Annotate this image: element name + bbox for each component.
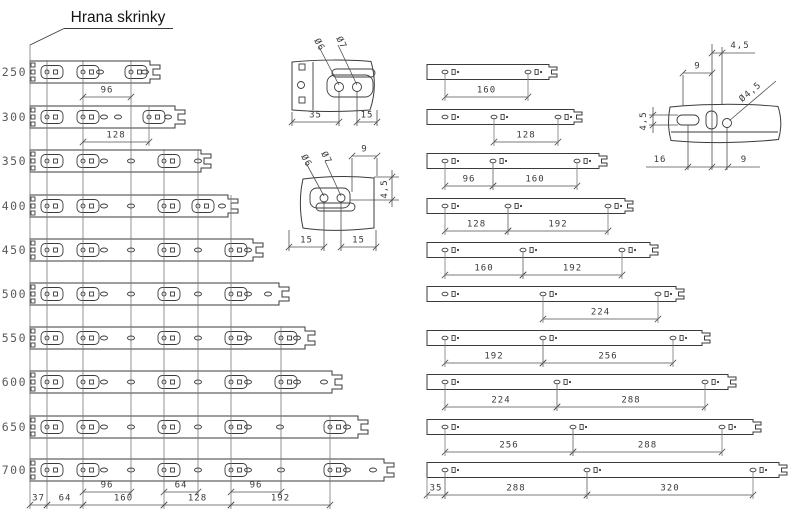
dimension-label: 4,5 [730, 41, 750, 51]
rail-outline [30, 61, 160, 83]
rail-outline [30, 195, 238, 217]
pilot-hole [506, 116, 508, 118]
length-label: 500 [1, 287, 27, 301]
rail-outline [427, 463, 787, 478]
drawer-rail [427, 65, 557, 80]
pilot-hole [457, 249, 459, 251]
hole-diameter-label: Ø7 [318, 150, 334, 167]
length-label: 350 [1, 154, 27, 168]
length-label: 550 [1, 331, 27, 345]
dimension-label: 128 [187, 493, 208, 504]
drawer-rail [427, 331, 710, 346]
dimension-label: 192 [562, 263, 583, 274]
dimension-label: 256 [499, 440, 519, 451]
rail-outline [30, 239, 263, 261]
dimension-label: 256 [598, 351, 618, 362]
drawer-rail [427, 154, 607, 169]
drawer-rail [427, 243, 658, 258]
cabinet-rail-450 [30, 239, 263, 261]
dimension-label: 37 [32, 493, 45, 504]
cabinet-rail-300 [30, 106, 185, 128]
rail-outline [427, 243, 658, 258]
dimension-label: 35 [309, 110, 322, 121]
dimension-label: 64 [58, 493, 72, 504]
dimension-label: 160 [113, 493, 134, 504]
drawer-rail [427, 110, 582, 125]
dimension-label: 15 [360, 110, 374, 121]
title-leader-line [30, 29, 64, 46]
dimension-label: 128 [106, 130, 126, 141]
drawing-title: Hrana skrinky [70, 9, 166, 26]
dimension-label: 16 [653, 155, 667, 165]
pilot-hole [457, 426, 459, 428]
title-block [30, 9, 173, 45]
rail-outline [30, 283, 289, 305]
cabinet-rail-250 [30, 61, 160, 83]
length-label: 700 [1, 463, 27, 477]
rail-outline [427, 331, 710, 346]
cabinet-rail-550 [30, 327, 315, 349]
pilot-hole [457, 337, 459, 339]
pilot-hole [620, 205, 622, 207]
dimension-label: 9 [694, 61, 701, 72]
dimension-label: 160 [525, 174, 545, 185]
dimension-label: 96 [100, 85, 114, 96]
dimension-label: 160 [474, 263, 494, 274]
dimension-label: 192 [484, 351, 504, 362]
drawer-rail [427, 287, 684, 302]
dimension-label: 224 [590, 307, 611, 318]
pilot-hole [520, 205, 522, 207]
pilot-hole [457, 381, 459, 383]
drawer-rail [427, 463, 787, 478]
dimension-label: 4,5 [380, 179, 390, 199]
dimension-label: 128 [466, 219, 487, 230]
pilot-hole [555, 293, 557, 295]
pilot-hole [505, 160, 507, 162]
length-labels-group [2, 65, 27, 477]
pilot-hole [585, 426, 587, 428]
detail-view-front-end [289, 35, 380, 126]
dimension-label: 15 [300, 235, 313, 246]
pilot-hole [670, 293, 672, 295]
pilot-hole [734, 426, 736, 428]
hole-diameter-label: Ø7 [333, 35, 349, 52]
pilot-hole [457, 71, 459, 73]
dimension-label: 4,5 [639, 111, 649, 131]
rail-outline [30, 327, 315, 349]
dimension-label: 128 [516, 130, 536, 141]
dimension-label: 35 [429, 483, 443, 494]
detail-view-rear-end [286, 145, 399, 252]
rail-outline [427, 65, 557, 80]
dimension-label: 288 [621, 395, 641, 406]
pilot-hole [717, 381, 719, 383]
cabinet-rail-600 [30, 371, 342, 393]
cabinet-rail-650 [30, 416, 368, 438]
length-label: 250 [1, 65, 27, 79]
pilot-hole [457, 160, 459, 162]
length-label: 600 [1, 375, 27, 389]
dimension-label: 320 [660, 483, 680, 494]
pilot-hole [569, 381, 571, 383]
pilot-hole [535, 249, 537, 251]
length-label: 650 [1, 420, 27, 434]
dimension-label: 224 [491, 395, 511, 406]
pilot-hole [457, 205, 459, 207]
pilot-hole [685, 337, 687, 339]
pilot-hole [540, 71, 542, 73]
dimension-label: 160 [476, 85, 497, 96]
length-label: 450 [1, 243, 27, 257]
cabinet-rail-700 [30, 459, 394, 481]
hole-diameter-label: Ø6 [298, 153, 314, 170]
drawer-rail [427, 375, 736, 390]
pilot-hole [634, 249, 636, 251]
rail-outline [427, 375, 736, 390]
pilot-hole [457, 293, 459, 295]
dimension-label: 9 [740, 155, 748, 165]
pilot-hole [589, 160, 591, 162]
pilot-hole [765, 469, 767, 471]
drawer-rail [427, 199, 633, 214]
detail-view-drawer-end [639, 41, 781, 170]
cabinet-rail-350 [30, 150, 211, 172]
dimension-label: 96 [249, 480, 263, 491]
length-label: 400 [1, 199, 27, 213]
cabinet-rail-500 [30, 283, 289, 305]
pilot-hole [555, 337, 557, 339]
dimension-label: 64 [174, 480, 188, 491]
pilot-hole [457, 116, 459, 118]
dimension-label: 96 [462, 174, 476, 185]
pilot-hole [457, 469, 459, 471]
dimension-label: 15 [352, 235, 365, 246]
cabinet-rail-400 [30, 195, 238, 217]
dimension-label: 9 [361, 144, 368, 155]
hole-diameter-label: Ø6 [311, 37, 327, 54]
drawer-rail [427, 420, 761, 435]
dimension-label: 288 [506, 483, 526, 494]
rail-outline [427, 420, 761, 435]
dimension-label: 192 [548, 219, 568, 230]
dimension-label: 192 [270, 493, 291, 504]
pilot-hole [599, 469, 601, 471]
hole-diameter-label: Ø4,5 [737, 80, 764, 105]
dimension-label: 96 [100, 480, 114, 491]
drawer-rail-end-profile [669, 104, 781, 142]
pilot-hole [570, 116, 572, 118]
length-label: 300 [1, 110, 27, 124]
dimension-label: 288 [637, 440, 658, 451]
